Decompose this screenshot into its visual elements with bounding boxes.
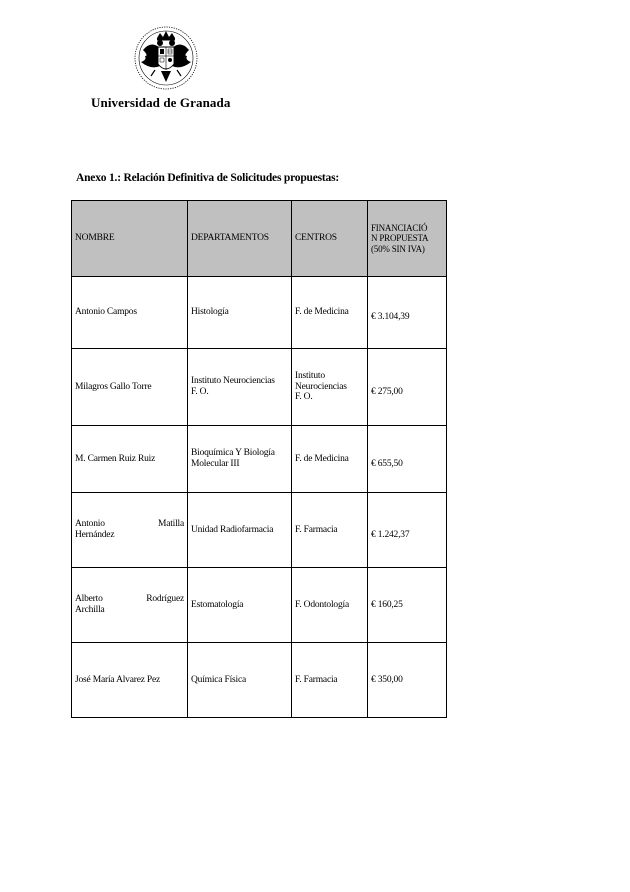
header-financiacion-line: N PROPUESTA — [371, 233, 429, 244]
cell-centro: F. Farmacia — [292, 643, 368, 718]
cell-departamento — [188, 426, 292, 493]
cell-financiacion — [368, 643, 447, 718]
amount: € 160,25 — [371, 599, 403, 610]
cell-departamento — [188, 349, 292, 426]
cell-departamento: Química Física — [188, 643, 292, 718]
header-financiacion-line: (50% SIN IVA) — [371, 243, 425, 254]
cell-line: Hernández — [75, 530, 115, 540]
cell-line: F. O. — [295, 392, 313, 403]
amount: € 3.104,39 — [371, 312, 410, 323]
table-row — [72, 493, 447, 568]
header-nombre: NOMBRE — [72, 201, 188, 277]
cell-nombre: José María Alvarez Pez — [72, 643, 188, 718]
cell-departamento: Unidad Radiofarmacia — [188, 493, 292, 568]
cell-nombre: Milagros Gallo Torre — [72, 349, 188, 426]
cell-financiacion — [368, 568, 447, 643]
table-row — [72, 349, 447, 426]
cell-nombre — [72, 493, 188, 568]
amount: € 1.242,37 — [371, 529, 410, 540]
cell-line: Neurociencias — [295, 381, 347, 392]
table-header-row — [72, 201, 447, 277]
cell-financiacion — [368, 426, 447, 493]
cell-centro: F. de Medicina — [292, 426, 368, 493]
cell-financiacion — [368, 277, 447, 349]
cell-financiacion — [368, 493, 447, 568]
amount: € 275,00 — [371, 386, 403, 397]
amount: € 350,00 — [371, 674, 403, 685]
cell-centro: F. de Medicina — [292, 277, 368, 349]
cell-line: Molecular III — [191, 459, 240, 469]
header-centros: CENTROS — [292, 201, 368, 277]
cell-centro — [292, 349, 368, 426]
cell-departamento: Histología — [188, 277, 292, 349]
cell-nombre: M. Carmen Ruiz Ruiz — [72, 426, 188, 493]
table-row — [72, 643, 447, 718]
cell-line: Instituto — [295, 371, 325, 382]
cell-centro: F. Odontología — [292, 568, 368, 643]
cell-financiacion — [368, 349, 447, 426]
cell-nombre — [72, 568, 188, 643]
cell-line: Antonio Matilla — [75, 519, 184, 530]
table-row — [72, 277, 447, 349]
cell-departamento: Estomatología — [188, 568, 292, 643]
cell-line: Bioquímica Y Biología — [191, 448, 275, 459]
university-coat-of-arms-logo — [133, 26, 199, 90]
table-row — [72, 568, 447, 643]
requests-table — [71, 200, 447, 718]
header-financiacion — [368, 201, 447, 277]
cell-centro: F. Farmacia — [292, 493, 368, 568]
header-financiacion-line: FINANCIACIÓ — [371, 222, 428, 233]
cell-line: Archilla — [75, 605, 105, 615]
annex-title: Anexo 1.: Relación Definitiva de Solicitudes propuestas: — [76, 172, 339, 184]
table-row — [72, 426, 447, 493]
cell-nombre: Antonio Campos — [72, 277, 188, 349]
cell-line: Instituto Neurociencias — [191, 376, 275, 387]
university-name: Universidad de Granada — [91, 95, 231, 110]
header-departamentos: DEPARTAMENTOS — [188, 201, 292, 277]
cell-line: Alberto Rodríguez — [75, 594, 184, 605]
cell-line: F. O. — [191, 387, 209, 397]
amount: € 655,50 — [371, 458, 403, 469]
